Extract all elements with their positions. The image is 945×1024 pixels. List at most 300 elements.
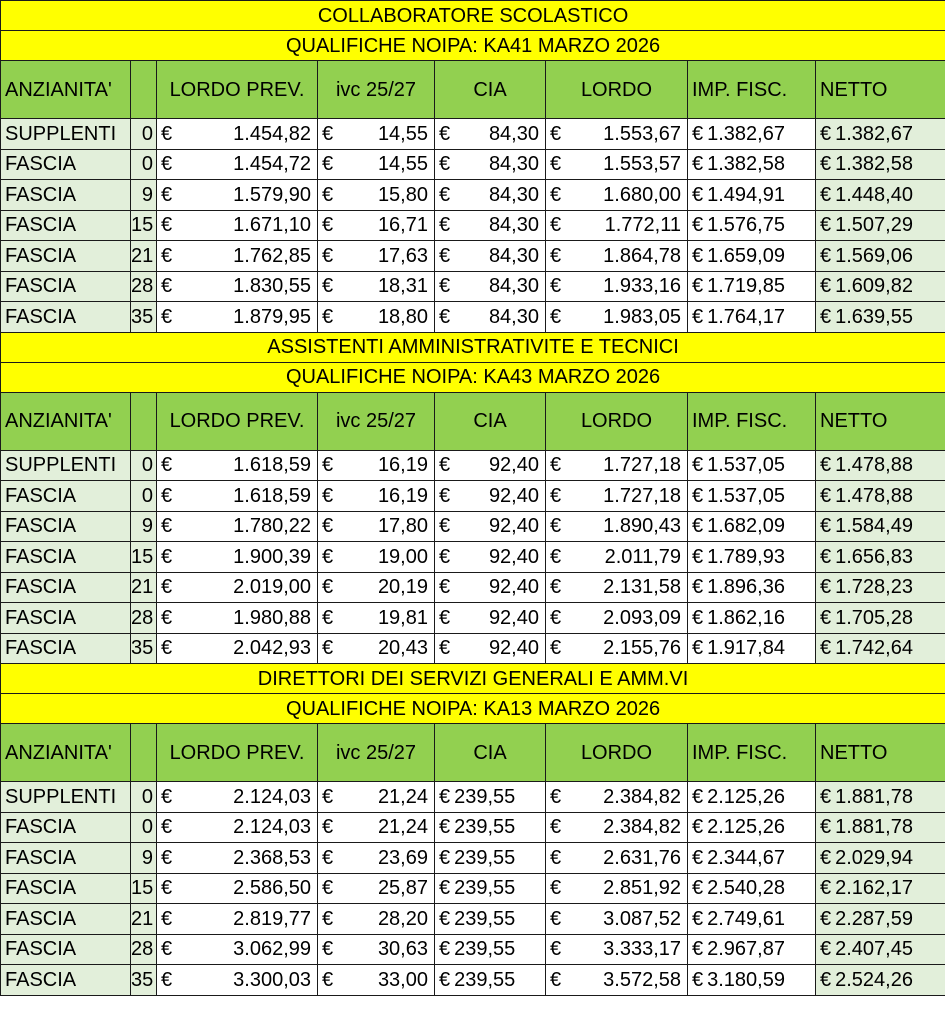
currency-symbol: € <box>550 846 562 869</box>
money-value <box>435 848 545 868</box>
row-label: SUPPLENTI <box>1 450 131 481</box>
money-value <box>435 909 545 929</box>
row-years: 15 <box>131 542 157 573</box>
currency-symbol: € <box>550 576 562 599</box>
currency-symbol: € <box>692 877 704 900</box>
amount: 2.124,03 <box>233 785 311 808</box>
money-value <box>816 455 945 475</box>
header-anzianita: ANZIANITA' <box>1 724 131 782</box>
cell-netto <box>816 481 945 512</box>
currency-symbol: € <box>820 275 832 298</box>
currency-symbol: € <box>322 153 334 176</box>
header-imp-fisc: IMP. FISC. <box>688 392 816 450</box>
currency-symbol: € <box>820 877 832 900</box>
currency-symbol: € <box>322 637 334 660</box>
cell-lordo-prev <box>157 119 318 150</box>
amount: 2.155,76 <box>603 637 681 660</box>
cell-ivc <box>318 180 435 211</box>
amount: 2.093,09 <box>603 606 681 629</box>
currency-symbol: € <box>322 846 334 869</box>
row-label: FASCIA <box>1 843 131 874</box>
money-value <box>546 638 687 658</box>
amount: 1.983,05 <box>603 305 681 328</box>
cell-cia <box>435 119 546 150</box>
money-value <box>318 878 434 898</box>
row-label: FASCIA <box>1 241 131 272</box>
amount: 1.478,88 <box>835 454 913 477</box>
amount: 30,63 <box>377 938 428 961</box>
amount: 1.494,91 <box>707 183 785 206</box>
row-label: FASCIA <box>1 481 131 512</box>
money-value <box>546 307 687 327</box>
money-value <box>435 787 545 807</box>
currency-symbol: € <box>439 938 451 961</box>
currency-symbol: € <box>161 153 173 176</box>
money-value <box>546 455 687 475</box>
amount: 28,20 <box>377 907 428 930</box>
money-value <box>157 577 317 597</box>
currency-symbol: € <box>550 938 562 961</box>
cell-lordo <box>546 511 688 542</box>
currency-symbol: € <box>692 637 704 660</box>
section-subtitle: QUALIFICHE NOIPA: KA13 MARZO 2026 <box>1 694 945 724</box>
amount: 1.553,67 <box>603 122 681 145</box>
table-row <box>1 934 945 965</box>
money-value <box>688 817 815 837</box>
currency-symbol: € <box>439 275 451 298</box>
currency-symbol: € <box>161 244 173 267</box>
currency-symbol: € <box>439 816 451 839</box>
cell-lordo <box>546 450 688 481</box>
cell-netto <box>816 302 945 333</box>
currency-symbol: € <box>692 576 704 599</box>
currency-symbol: € <box>550 606 562 629</box>
cell-lordo <box>546 843 688 874</box>
amount: 1.680,00 <box>603 183 681 206</box>
money-value <box>318 970 434 990</box>
cell-imp-fisc <box>688 450 816 481</box>
column-header-row <box>1 724 945 782</box>
currency-symbol: € <box>550 122 562 145</box>
money-value <box>157 848 317 868</box>
table-row <box>1 450 945 481</box>
currency-symbol: € <box>550 785 562 808</box>
amount: 19,81 <box>377 606 428 629</box>
amount: 2.125,26 <box>707 816 785 839</box>
cell-cia <box>435 812 546 843</box>
row-years: 15 <box>131 873 157 904</box>
amount: 2.011,79 <box>604 545 681 568</box>
money-value <box>435 185 545 205</box>
money-value <box>318 455 434 475</box>
row-years: 28 <box>131 603 157 634</box>
amount: 2.019,00 <box>233 576 311 599</box>
amount: 20,43 <box>377 637 428 660</box>
money-value <box>435 246 545 266</box>
currency-symbol: € <box>820 907 832 930</box>
money-value <box>157 185 317 205</box>
currency-symbol: € <box>692 214 704 237</box>
amount: 16,71 <box>377 214 428 237</box>
cell-lordo-prev <box>157 241 318 272</box>
amount: 2.407,45 <box>835 938 913 961</box>
currency-symbol: € <box>439 515 451 538</box>
amount: 1.896,36 <box>707 576 785 599</box>
header-years <box>131 724 157 782</box>
currency-symbol: € <box>820 576 832 599</box>
currency-symbol: € <box>692 515 704 538</box>
amount: 1.879,95 <box>233 305 311 328</box>
currency-symbol: € <box>692 122 704 145</box>
money-value <box>435 455 545 475</box>
money-value <box>318 185 434 205</box>
money-value <box>157 246 317 266</box>
row-years: 21 <box>131 241 157 272</box>
header-ivc: ivc 25/27 <box>318 61 435 119</box>
cell-lordo <box>546 603 688 634</box>
amount: 19,00 <box>377 545 428 568</box>
money-value <box>546 215 687 235</box>
cell-lordo-prev <box>157 934 318 965</box>
section-title-row <box>1 664 945 694</box>
currency-symbol: € <box>322 545 334 568</box>
amount: 1.862,16 <box>707 606 785 629</box>
amount: 239,55 <box>454 785 516 808</box>
row-label: FASCIA <box>1 542 131 573</box>
money-value <box>688 848 815 868</box>
cell-ivc <box>318 603 435 634</box>
currency-symbol: € <box>550 214 562 237</box>
money-value <box>435 547 545 567</box>
money-value <box>157 455 317 475</box>
amount: 1.671,10 <box>233 214 311 237</box>
currency-symbol: € <box>439 153 451 176</box>
currency-symbol: € <box>161 183 173 206</box>
row-label: FASCIA <box>1 633 131 664</box>
section-title-row <box>1 332 945 362</box>
currency-symbol: € <box>550 153 562 176</box>
row-label: SUPPLENTI <box>1 119 131 150</box>
currency-symbol: € <box>439 907 451 930</box>
currency-symbol: € <box>439 846 451 869</box>
cell-lordo <box>546 572 688 603</box>
amount: 2.851,92 <box>603 877 681 900</box>
cell-lordo <box>546 149 688 180</box>
cell-cia <box>435 904 546 935</box>
money-value <box>546 154 687 174</box>
cell-cia <box>435 302 546 333</box>
money-value <box>546 939 687 959</box>
row-years: 35 <box>131 633 157 664</box>
currency-symbol: € <box>161 637 173 660</box>
money-value <box>157 638 317 658</box>
amount: 1.382,67 <box>835 122 913 145</box>
money-value <box>688 455 815 475</box>
table-row <box>1 904 945 935</box>
amount: 239,55 <box>454 846 516 869</box>
amount: 1.864,78 <box>603 244 681 267</box>
money-value <box>816 608 945 628</box>
amount: 18,31 <box>377 275 428 298</box>
cell-cia <box>435 572 546 603</box>
amount: 21,24 <box>377 785 428 808</box>
table-row <box>1 965 945 996</box>
amount: 239,55 <box>454 907 516 930</box>
cell-cia <box>435 965 546 996</box>
money-value <box>435 608 545 628</box>
row-years: 9 <box>131 511 157 542</box>
currency-symbol: € <box>322 305 334 328</box>
cell-lordo <box>546 119 688 150</box>
amount: 14,55 <box>377 153 428 176</box>
header-anzianita: ANZIANITA' <box>1 392 131 450</box>
cell-imp-fisc <box>688 572 816 603</box>
amount: 239,55 <box>454 877 516 900</box>
money-value <box>157 215 317 235</box>
currency-symbol: € <box>322 484 334 507</box>
header-cia: CIA <box>435 392 546 450</box>
header-netto: NETTO <box>816 61 945 119</box>
salary-table-body <box>1 1 945 996</box>
currency-symbol: € <box>692 244 704 267</box>
currency-symbol: € <box>692 816 704 839</box>
cell-netto <box>816 511 945 542</box>
currency-symbol: € <box>322 907 334 930</box>
currency-symbol: € <box>550 244 562 267</box>
cell-imp-fisc <box>688 965 816 996</box>
row-label: FASCIA <box>1 572 131 603</box>
money-value <box>688 878 815 898</box>
money-value <box>435 154 545 174</box>
currency-symbol: € <box>820 484 832 507</box>
currency-symbol: € <box>161 846 173 869</box>
currency-symbol: € <box>161 968 173 991</box>
amount: 84,30 <box>488 153 539 176</box>
amount: 2.287,59 <box>835 907 913 930</box>
cell-imp-fisc <box>688 542 816 573</box>
amount: 92,40 <box>488 484 539 507</box>
row-years: 15 <box>131 210 157 241</box>
money-value <box>157 939 317 959</box>
money-value <box>435 939 545 959</box>
money-value <box>157 970 317 990</box>
cell-netto <box>816 843 945 874</box>
amount: 92,40 <box>488 576 539 599</box>
cell-cia <box>435 241 546 272</box>
amount: 1.890,43 <box>603 515 681 538</box>
money-value <box>318 154 434 174</box>
money-value <box>318 547 434 567</box>
cell-imp-fisc <box>688 511 816 542</box>
cell-ivc <box>318 149 435 180</box>
currency-symbol: € <box>820 515 832 538</box>
table-row <box>1 210 945 241</box>
amount: 1.764,17 <box>707 305 785 328</box>
money-value <box>435 638 545 658</box>
money-value <box>435 215 545 235</box>
amount: 1.742,64 <box>835 637 913 660</box>
amount: 1.569,06 <box>835 244 913 267</box>
cell-netto <box>816 572 945 603</box>
currency-symbol: € <box>322 606 334 629</box>
currency-symbol: € <box>439 183 451 206</box>
cell-cia <box>435 934 546 965</box>
amount: 33,00 <box>377 968 428 991</box>
currency-symbol: € <box>692 968 704 991</box>
amount: 1.789,93 <box>707 545 785 568</box>
currency-symbol: € <box>550 305 562 328</box>
amount: 1.454,82 <box>233 122 311 145</box>
money-value <box>157 878 317 898</box>
money-value <box>318 276 434 296</box>
currency-symbol: € <box>322 515 334 538</box>
money-value <box>816 817 945 837</box>
amount: 1.584,49 <box>835 515 913 538</box>
money-value <box>688 246 815 266</box>
money-value <box>157 124 317 144</box>
amount: 14,55 <box>377 122 428 145</box>
amount: 2.124,03 <box>233 816 311 839</box>
amount: 2.344,67 <box>707 846 785 869</box>
cell-lordo <box>546 180 688 211</box>
currency-symbol: € <box>692 183 704 206</box>
cell-ivc <box>318 241 435 272</box>
cell-cia <box>435 633 546 664</box>
cell-imp-fisc <box>688 149 816 180</box>
amount: 1.727,18 <box>603 454 681 477</box>
cell-cia <box>435 873 546 904</box>
amount: 1.618,59 <box>233 484 311 507</box>
currency-symbol: € <box>820 785 832 808</box>
header-lordo: LORDO <box>546 61 688 119</box>
amount: 1.454,72 <box>233 153 311 176</box>
amount: 2.631,76 <box>603 846 681 869</box>
cell-lordo-prev <box>157 302 318 333</box>
amount: 3.180,59 <box>707 968 785 991</box>
currency-symbol: € <box>161 606 173 629</box>
amount: 3.300,03 <box>233 968 311 991</box>
money-value <box>546 608 687 628</box>
money-value <box>435 516 545 536</box>
cell-imp-fisc <box>688 633 816 664</box>
money-value <box>688 608 815 628</box>
cell-cia <box>435 782 546 813</box>
amount: 17,63 <box>377 244 428 267</box>
currency-symbol: € <box>692 785 704 808</box>
amount: 1.537,05 <box>707 484 785 507</box>
row-years: 21 <box>131 904 157 935</box>
money-value <box>688 939 815 959</box>
amount: 2.042,93 <box>233 637 311 660</box>
amount: 1.917,84 <box>707 637 785 660</box>
money-value <box>546 878 687 898</box>
money-value <box>157 787 317 807</box>
header-lordo-prev: LORDO PREV. <box>157 724 318 782</box>
amount: 84,30 <box>488 122 539 145</box>
cell-imp-fisc <box>688 180 816 211</box>
section-subtitle-row <box>1 31 945 61</box>
cell-imp-fisc <box>688 119 816 150</box>
money-value <box>816 909 945 929</box>
cell-netto <box>816 904 945 935</box>
row-label: FASCIA <box>1 271 131 302</box>
cell-netto <box>816 241 945 272</box>
amount: 1.382,67 <box>707 122 785 145</box>
money-value <box>546 848 687 868</box>
amount: 1.537,05 <box>707 454 785 477</box>
currency-symbol: € <box>439 214 451 237</box>
table-row <box>1 302 945 333</box>
money-value <box>816 516 945 536</box>
row-years: 28 <box>131 271 157 302</box>
money-value <box>546 817 687 837</box>
cell-lordo <box>546 542 688 573</box>
money-value <box>688 577 815 597</box>
amount: 1.762,85 <box>233 244 311 267</box>
money-value <box>688 547 815 567</box>
money-value <box>688 516 815 536</box>
header-netto: NETTO <box>816 724 945 782</box>
cell-imp-fisc <box>688 812 816 843</box>
cell-ivc <box>318 542 435 573</box>
amount: 84,30 <box>488 305 539 328</box>
cell-imp-fisc <box>688 302 816 333</box>
row-label: FASCIA <box>1 934 131 965</box>
header-lordo: LORDO <box>546 724 688 782</box>
money-value <box>546 276 687 296</box>
header-cia: CIA <box>435 724 546 782</box>
cell-lordo <box>546 633 688 664</box>
amount: 239,55 <box>454 968 516 991</box>
money-value <box>157 486 317 506</box>
money-value <box>688 154 815 174</box>
currency-symbol: € <box>692 454 704 477</box>
money-value <box>546 516 687 536</box>
table-row <box>1 603 945 634</box>
row-years: 0 <box>131 149 157 180</box>
cell-lordo <box>546 934 688 965</box>
cell-netto <box>816 149 945 180</box>
money-value <box>157 547 317 567</box>
currency-symbol: € <box>550 183 562 206</box>
currency-symbol: € <box>322 968 334 991</box>
cell-ivc <box>318 511 435 542</box>
currency-symbol: € <box>550 275 562 298</box>
amount: 1.933,16 <box>603 275 681 298</box>
money-value <box>318 787 434 807</box>
amount: 16,19 <box>377 454 428 477</box>
currency-symbol: € <box>692 606 704 629</box>
money-value <box>816 276 945 296</box>
amount: 2.586,50 <box>233 877 311 900</box>
cell-netto <box>816 633 945 664</box>
currency-symbol: € <box>322 576 334 599</box>
row-years: 35 <box>131 302 157 333</box>
currency-symbol: € <box>692 275 704 298</box>
currency-symbol: € <box>550 968 562 991</box>
money-value <box>816 215 945 235</box>
amount: 15,80 <box>377 183 428 206</box>
cell-imp-fisc <box>688 241 816 272</box>
currency-symbol: € <box>692 484 704 507</box>
currency-symbol: € <box>161 785 173 808</box>
amount: 1.639,55 <box>835 305 913 328</box>
cell-cia <box>435 180 546 211</box>
currency-symbol: € <box>820 305 832 328</box>
amount: 3.087,52 <box>603 907 681 930</box>
cell-lordo <box>546 904 688 935</box>
amount: 1.507,29 <box>835 214 913 237</box>
